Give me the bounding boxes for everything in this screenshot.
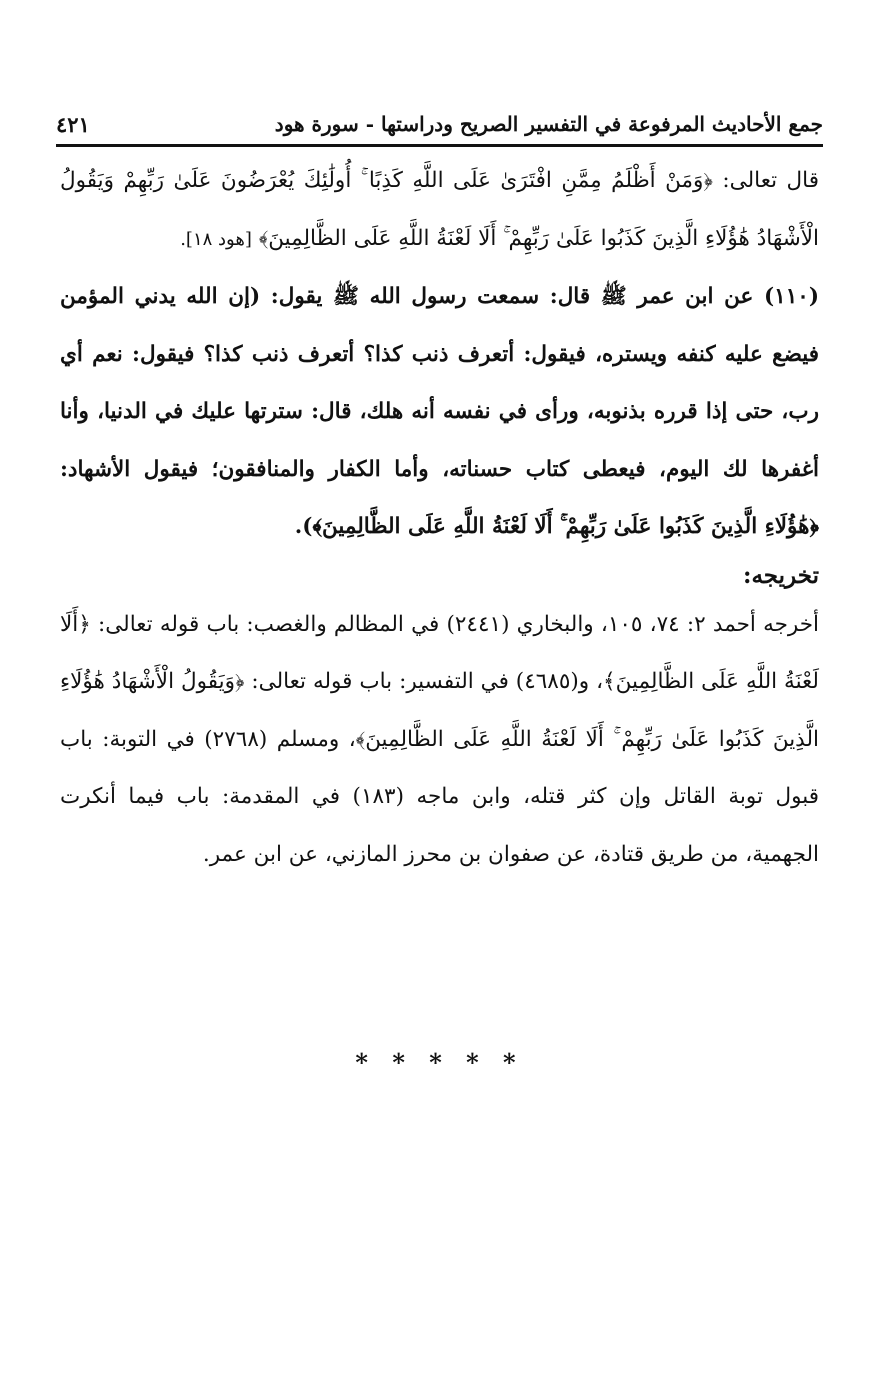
running-title: جمع الأحاديث المرفوعة في التفسير الصريح ودراستها - سورة هود (274, 112, 823, 136)
verse-text: قال تعالى: ﴿وَمَنْ أَظْلَمُ مِمَّنِ افْتَرَىٰ عَلَى اللَّهِ كَذِبًا ۚ أُولَٰئِكَ يُعْرَضُونَ عَلَىٰ رَبِّهِمْ وَيَقُولُ الْأَشْهَادُ هَٰؤُلَاءِ الَّذِينَ كَذَبُوا عَلَىٰ رَبِّهِمْ ۚ أَلَا لَعْنَةُ اللَّهِ عَلَى الظَّالِمِينَ﴾ (60, 168, 819, 251)
verse-paragraph (60, 152, 819, 268)
takhrij-paragraph: أخرجه أحمد ٢: ٧٤، ١٠٥، والبخاري (٢٤٤١) في المظالم والغصب: باب قوله تعالى: ﴿أَلَا لَعْنَةُ اللَّهِ عَلَى الظَّالِمِينَ﴾، و(٤٦٨٥) في التفسير: باب قوله تعالى: ﴿وَيَقُولُ الْأَشْهَادُ هَٰؤُلَاءِ الَّذِينَ كَذَبُوا عَلَىٰ رَبِّهِمْ ۚ أَلَا لَعْنَةُ اللَّهِ عَلَى الظَّالِمِينَ﴾، ومسلم (٢٧٦٨) في التوبة: باب قبول توبة القاتل وإن كثر قتله، وابن ماجه (١٨٣) في المقدمة: باب فيما أنكرت الجهمية، من طريق قتادة، عن صفوان بن محرز المازني، عن ابن عمر. (60, 611, 820, 867)
verse-reference: [هود ١٨]. (180, 228, 252, 250)
page-header (56, 104, 823, 147)
page-body (60, 152, 819, 883)
section-separator: * * * * * (355, 1048, 524, 1077)
takhrij-heading: تخريجه: (742, 561, 819, 589)
hadith-paragraph: (١١٠) عن ابن عمر ﷺ قال: سمعت رسول الله ﷺ يقول: (إن الله يدني المؤمن فيضع عليه كنفه ويستره، فيقول: أتعرف ذنب كذا؟ أتعرف ذنب كذا؟ فيقول: نعم أي رب، حتى إذا قرره بذنوبه، ورأى في نفسه أنه هلك، قال: سترتها عليك في الدنيا، وأنا أغفرها لك اليوم، فيعطى كتاب حسناته، وأما الكفار والمنافقون؛ فيقول الأشهاد: ﴿هَٰؤُلَاءِ الَّذِينَ كَذَبُوا عَلَىٰ رَبِّهِمْ ۚ أَلَا لَعْنَةُ اللَّهِ عَلَى الظَّالِمِينَ﴾). (60, 284, 819, 539)
page-number: ٤٢١ (56, 111, 90, 137)
